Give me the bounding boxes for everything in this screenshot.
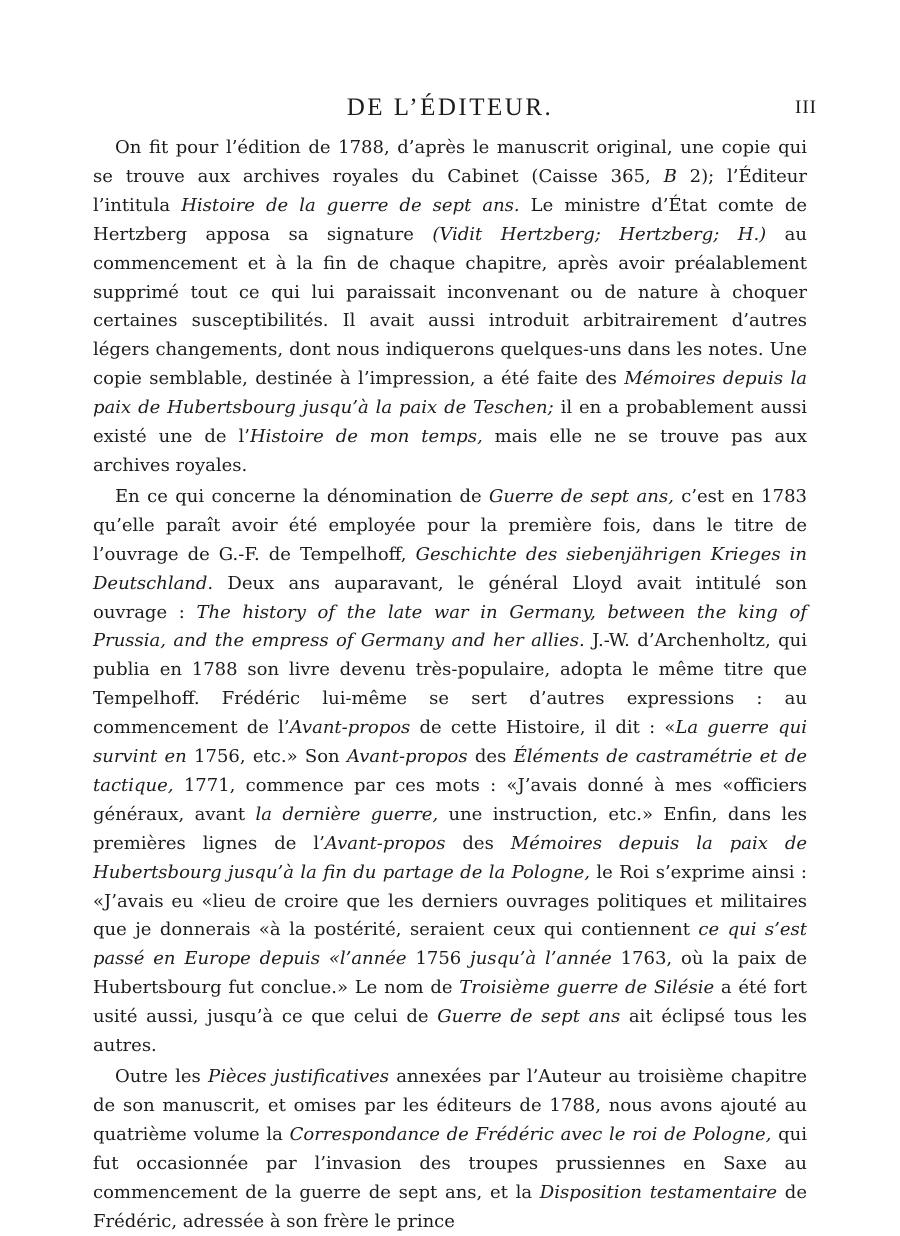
italic-run: Histoire de mon temps, xyxy=(249,426,483,448)
text-run: des xyxy=(445,832,511,854)
italic-run: (Vidit Hertzberg; Hertzberg; H.) xyxy=(432,223,767,245)
text-run: En ce qui concerne la dénomination de xyxy=(115,485,490,507)
text-run: de Frédéric, adressée à son frère le prince xyxy=(93,1181,807,1232)
italic-run: Éléments de castramétrie et de tactique, xyxy=(93,746,808,796)
italic-run: Mémoires depuis la paix de Hubertsbourg jusqu’à la fin du partage de la Pologne, xyxy=(93,832,807,883)
italic-run: la dernière guerre, xyxy=(255,803,439,825)
italic-run: The history of the late war in Germany, between the king of Prussia, and the empress of Germany and her allies. xyxy=(93,601,807,652)
text-run: a été fort usité aussi, jusqu’à ce que celui de xyxy=(93,977,808,1028)
italic-run: B xyxy=(663,165,677,187)
italic-run: La guerre qui survint en xyxy=(93,717,807,768)
paragraph-2 xyxy=(93,483,807,1061)
text-run: On fit pour l’édition de 1788, d’après le manuscrit original, une copie qui se trouve aux archives royales du Cabinet (Caisse 365, xyxy=(93,137,807,187)
text-run: de cette Histoire, il dit : « xyxy=(410,717,676,739)
italic-run: Troisième guerre de Silésie xyxy=(459,977,715,999)
italic-run: jusqu’à l’année xyxy=(470,948,612,970)
text-run: Le ministre d’État comte de Hertzberg apposa sa signature xyxy=(93,194,808,245)
body-text xyxy=(93,134,807,1236)
text-run: des xyxy=(467,746,514,768)
text-run: le Roi s’exprime ainsi : «J’avais eu «lieu de croire que les derniers ouvrages politiques et militaires que je donnerais «à la postérité, seraient ceux qui contiennent xyxy=(93,861,808,941)
paragraph-1 xyxy=(93,134,807,481)
page-number: III xyxy=(795,97,817,118)
text-run: Deux ans auparavant, le général Lloyd avait intitulé son ouvrage : xyxy=(93,572,807,623)
italic-run: ce qui s’est passé en Europe depuis «l’année xyxy=(93,919,807,970)
italic-run: Mémoires depuis la paix de Hubertsbourg jusqu’à la paix de Teschen; xyxy=(93,368,807,419)
text-run: 1763, où la paix de Hubertsbourg fut conclue.» Le nom de xyxy=(93,948,807,999)
text-run: c’est en 1783 qu’elle paraît avoir été employée pour la première fois, dans le titre de l’ouvrage de G.-F. de Tempelhoff, xyxy=(93,485,807,565)
text-run: Outre les xyxy=(115,1066,208,1087)
italic-run: Geschichte des siebenjährigen Krieges in Deutschland. xyxy=(93,543,807,594)
text-run: il en a probablement aussi existé une de l’ xyxy=(93,397,807,448)
running-head xyxy=(0,93,900,123)
paragraph-3 xyxy=(93,1063,807,1236)
italic-run: Avant-propos xyxy=(289,717,411,739)
italic-run: Avant-propos xyxy=(324,832,446,854)
italic-run: Histoire de la guerre de sept ans. xyxy=(181,194,520,216)
text-run: qui fut occasionnée par l’invasion des troupes prussiennes en Saxe au commencement de la guerre de sept ans, et la xyxy=(93,1123,807,1203)
italic-run: Guerre de sept ans xyxy=(437,1006,621,1028)
running-title: DE L’ÉDITEUR. xyxy=(346,94,554,121)
text-run: au commencement et à la fin de chaque chapitre, après avoir préalablement supprimé tout ce qui lui paraissait inconvenant ou de nature à choquer certaines susceptibilités. Il avait aussi introduit arbitrairement d’autres légers changements, dont nous indiquerons quelques-uns dans les notes. Une copie semblable, destinée à l’impression, a été faite des xyxy=(93,223,807,390)
italic-run: Pièces justificatives xyxy=(207,1066,389,1087)
text-run: 2); l’Éditeur l’intitula xyxy=(93,165,807,216)
text-run: ait éclipsé tous les autres. xyxy=(93,1006,807,1057)
italic-run: Correspondance de Frédéric avec le roi de Pologne, xyxy=(289,1123,772,1145)
text-run: annexées par l’Auteur au troisième chapitre de son manuscrit, et omises par les éditeurs de 1788, nous avons ajouté au quatrième volume la xyxy=(93,1066,808,1145)
text-run: 1756 xyxy=(406,948,471,970)
italic-run: Guerre de sept ans, xyxy=(489,485,674,507)
text-run: J.-W. d’Archenholtz, qui publia en 1788 son livre devenu très-populaire, adopta le même titre que Tempelhoff. Frédéric lui-même se sert d’autres expressions : au commencement de l’ xyxy=(93,630,807,739)
text-run: 1771, commence par ces mots : «J’avais donné à mes «officiers généraux, avant xyxy=(93,774,807,825)
text-run: mais elle ne se trouve pas aux archives royales. xyxy=(93,426,807,476)
italic-run: Avant-propos xyxy=(346,746,468,768)
text-run: une instruction, etc.» Enfin, dans les premières lignes de l’ xyxy=(93,803,807,854)
text-run: 1756, etc.» Son xyxy=(186,746,347,768)
italic-run: Disposition testamentaire xyxy=(539,1181,778,1203)
